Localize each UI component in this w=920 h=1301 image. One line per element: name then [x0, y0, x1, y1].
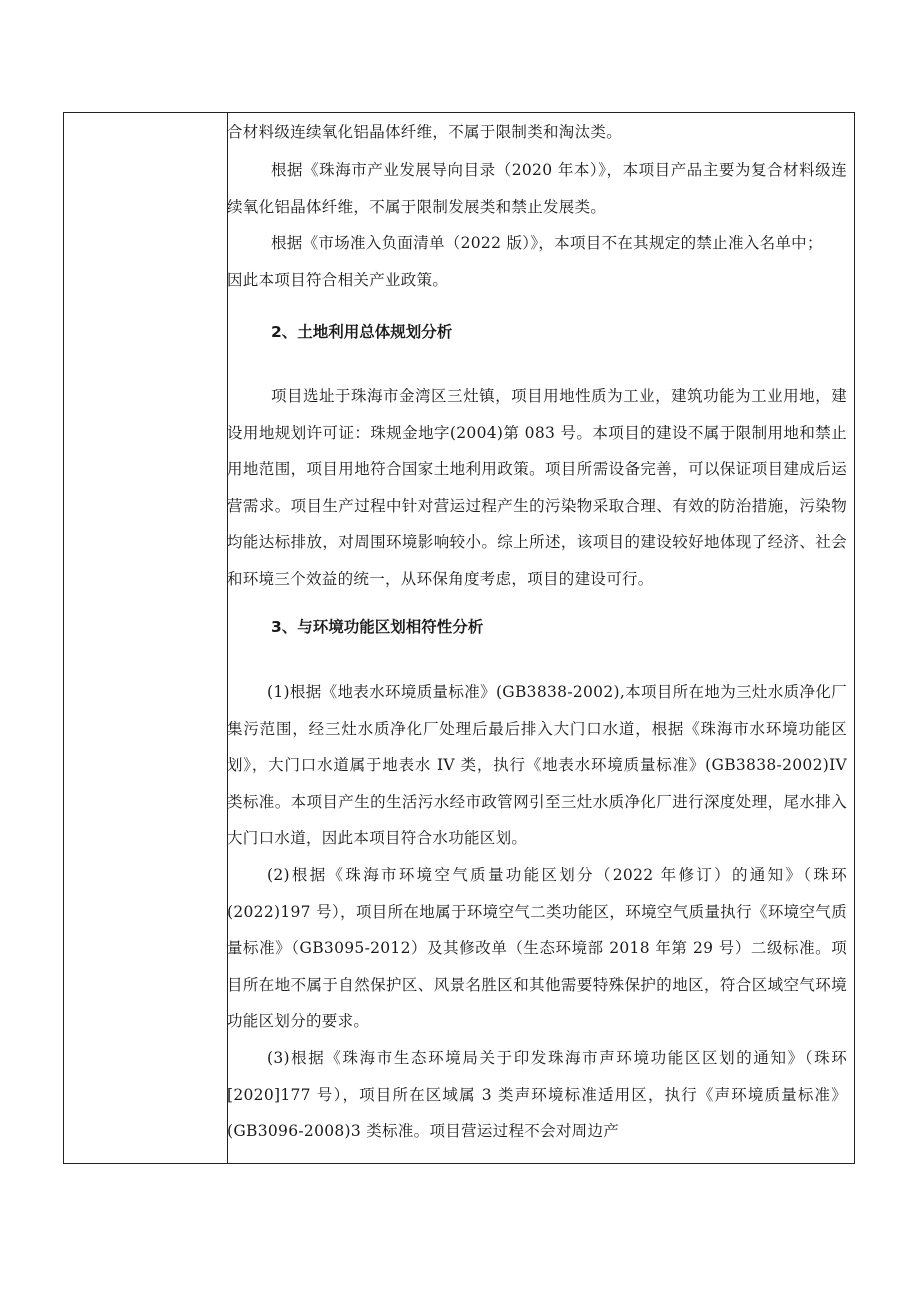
section-3-heading: 3、与环境功能区划相符性分析: [271, 618, 484, 636]
table-left-column: [64, 113, 228, 1163]
section-3-item-2: (2)根据《珠海市环境空气质量功能区划分（2022 年修订）的通知》（珠环(2022)197 号），项目所在地属于环境空气二类功能区，环境空气质量执行《环境空气质量标准》（GB3095-2012）及其修改单（生态环境部 2018 年第 29 号）二级标准。项目所在地不属于自然保护区、风景名胜区和其他需要特殊保护的地区，符合区域空气环境功能区划分的要求。: [227, 866, 847, 1031]
section-3-item-1: (1)根据《地表水环境质量标准》(GB3838-2002),本项目所在地为三灶水质净化厂集污范围，经三灶水质净化厂处理后最后排入大门口水道，根据《珠海市水环境功能区划》，大门口水道属于地表水 IV 类，执行《地表水环境质量标准》(GB3838-2002)IV 类标准。本项目产生的生活污水经市政管网引至三灶水质净化厂进行深度处理，尾水排入大门口水道，因此本项目符合水功能区划。: [227, 683, 847, 848]
section-2-heading: 2、土地利用总体规划分析: [271, 323, 453, 341]
paragraph-continuation: 合材料级连续氧化铝晶体纤维，不属于限制类和淘汰类。: [227, 123, 623, 141]
table-content-cell: [227, 112, 850, 1164]
paragraph-conclusion: 因此本项目符合相关产业政策。: [227, 271, 449, 289]
paragraph-industry-catalog: 根据《珠海市产业发展导向目录（2020 年本）》，本项目产品主要为复合材料级连续氧化铝晶体纤维，不属于限制发展类和禁止发展类。: [227, 161, 847, 216]
paragraph-market-access: 根据《市场准入负面清单（2022 版）》，本项目不在其规定的禁止准入名单中；: [271, 234, 823, 252]
section-3-item-3: (3)根据《珠海市生态环境局关于印发珠海市声环境功能区区划的通知》（珠环[2020]177 号），项目所在区域属 3 类声环境标准适用区，执行《声环境质量标准》(GB3096-2008)3 类标准。项目营运过程不会对周边产: [227, 1049, 847, 1141]
section-2-body: 项目选址于珠海市金湾区三灶镇，项目用地性质为工业，建筑功能为工业用地，建设用地规划许可证：珠规金地字(2004)第 083 号。本项目的建设不属于限制用地和禁止用地范围，项目用地符合国家土地利用政策。项目所需设备完善，可以保证项目建成后运营需求。项目生产过程中针对营运过程产生的污染物采取合理、有效的防治措施，污染物均能达标排放，对周围环境影响较小。综上所述，该项目的建设较好地体现了经济、社会和环境三个效益的统一，从环保角度考虑，项目的建设可行。: [227, 387, 847, 588]
